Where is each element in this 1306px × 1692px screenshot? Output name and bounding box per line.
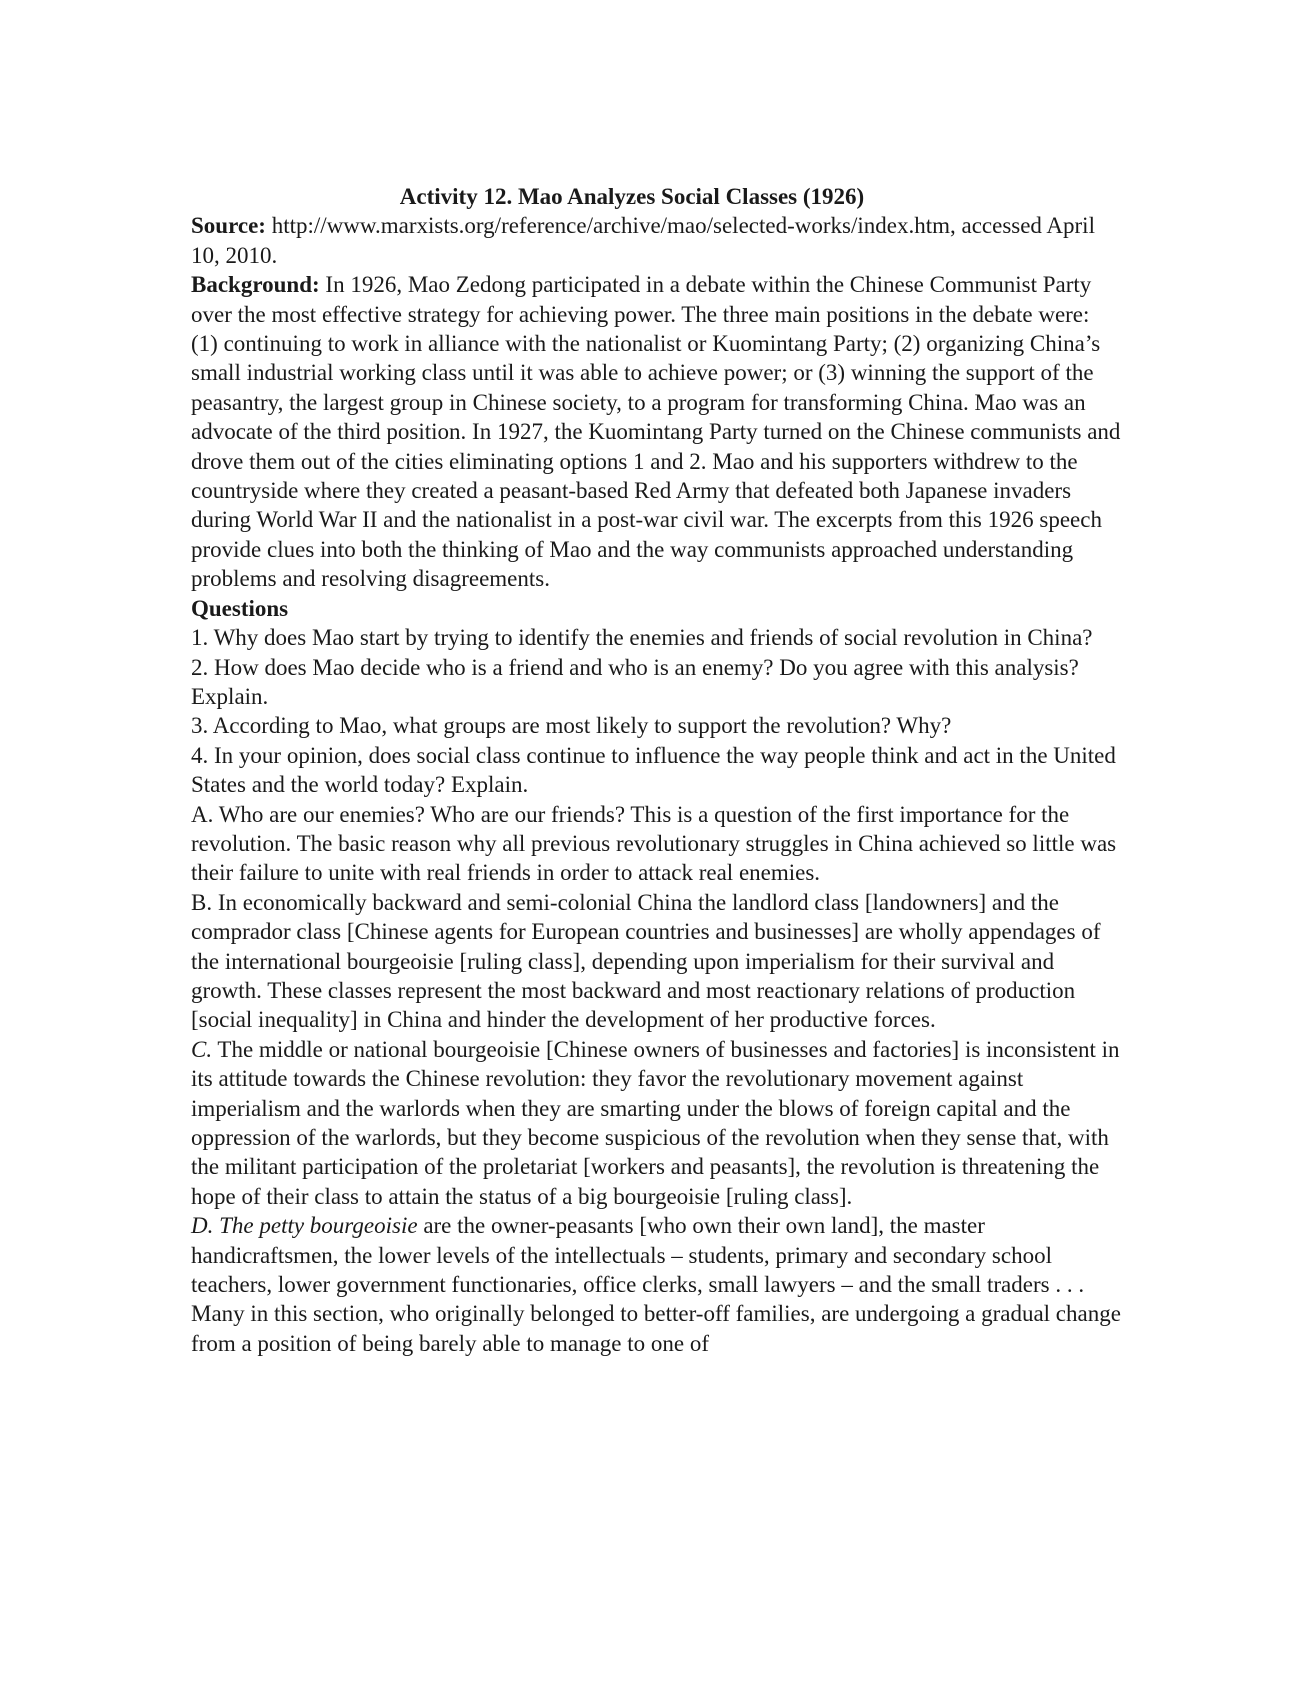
page-title: Activity 12. Mao Analyzes Social Classes (1926) [399,184,865,209]
excerpt-d-label: D. The petty bourgeoisie [191,1213,418,1239]
excerpt-c-label: C. [191,1036,213,1062]
background-paragraph [191,270,1121,593]
background-label: Background: [191,272,320,298]
source-text: http://www.marxists.org/reference/archive/mao/selected-works/index.htm, accessed April 10, 2010. [191,213,1095,268]
question-item: 3. According to Mao, what groups are most likely to support the revolution? Why? [191,713,952,739]
source-paragraph [191,211,1121,270]
question-item: 1. Why does Mao start by trying to identify the enemies and friends of social revolution in China? [191,625,1093,651]
excerpt-a: A. Who are our enemies? Who are our friends? This is a question of the first importance for the revolution. The basic reason why all previous revolutionary struggles in China achieved so little was their failure to unite with real friends in order to attack real enemies. [191,801,1117,886]
source-label: Source: [191,213,266,239]
excerpt-c-text: The middle or national bourgeoisie [Chinese owners of businesses and factories] is inconsistent in its attitude towards the Chinese revolution: they favor the revolutionary movement against imperialism and the warlords when they are smarting under the blows of foreign capital and the oppression of the warlords, but they become suspicious of the revolution when they sense that, with the militant participation of the proletariat [workers and peasants], the revolution is threatening the hope of their class to attain the status of a big bourgeoisie [ruling class]. [191,1036,1120,1209]
question-item: 2. How does Mao decide who is a friend and who is an enemy? Do you agree with this analysis? Explain. [191,654,1079,709]
excerpt-d [191,1211,1121,1358]
excerpt-d-text: are the owner-peasants [who own their own land], the master handicraftsmen, the lower levels of the intellectuals – students, primary and secondary school teachers, lower government functionaries, office clerks, small lawyers – and the small traders . . . Many in this section, who originally belonged to better-off families, are undergoing a gradual change from a position of being barely able to manage to one of [191,1213,1121,1356]
questions-heading: Questions [191,595,289,621]
document-page [191,182,1121,1358]
question-item: 4. In your opinion, does social class continue to influence the way people think and act in the United States and the world today? Explain. [191,742,1116,798]
background-text: In 1926, Mao Zedong participated in a debate within the Chinese Communist Party over the most effective strategy for achieving power. The three main positions in the debate were: (1) continuing to work in alliance with the nationalist or Kuomintang Party; (2) organizing China’s small industrial working class until it was able to achieve power; or (3) winning the support of the peasantry, the largest group in Chinese society, to a program for transforming China. Mao was an advocate of the third position. In 1927, the Kuomintang Party turned on the Chinese communists and drove them out of the cities eliminating options 1 and 2. Mao and his supporters withdrew to the countryside where they created a peasant-based Red Army that defeated both Japanese invaders during World War II and the nationalist in a post-war civil war. The excerpts from this 1926 speech provide clues into both the thinking of Mao and the way communists approached understanding problems and resolving disagreements. [191,272,1121,592]
excerpt-b: B. In economically backward and semi-colonial China the landlord class [landowners] and the comprador class [Chinese agents for European countries and businesses] are wholly appendages of the international bourgeoisie [ruling class], depending upon imperialism for their survival and growth. These classes represent the most backward and most reactionary relations of production [social inequality] in China and hinder the development of her productive forces. [191,889,1101,1033]
excerpt-c [191,1035,1121,1211]
